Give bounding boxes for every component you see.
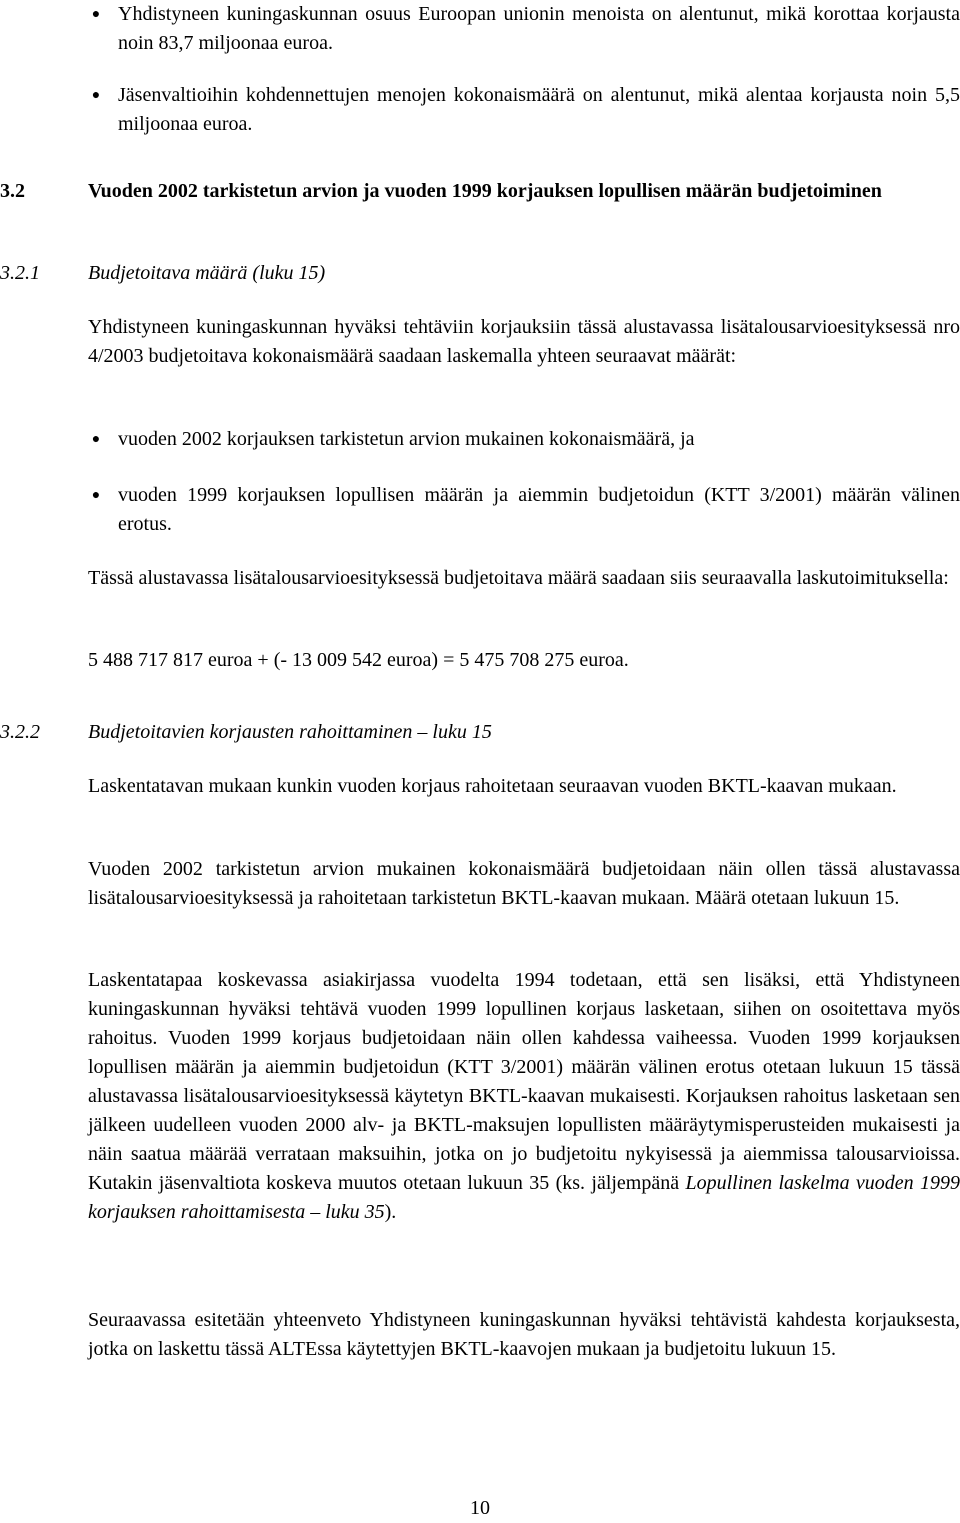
cross-reference: Lopullinen laskelma vuoden 1999 korjauksen rahoittamisesta – luku 35 <box>88 1172 960 1223</box>
subsection-number: 3.2.1 <box>0 262 40 284</box>
paragraph: Laskentatavan mukaan kunkin vuoden korjaus rahoitetaan seuraavan vuoden BKTL-kaavan mukaan. <box>88 775 897 797</box>
bullet-text: Jäsenvaltioihin kohdennettujen menojen kokonaismäärä on alentunut, mikä alentaa korjausta noin 5,5 miljoonaa euroa. <box>118 84 960 135</box>
bullet-icon: ● <box>91 432 101 447</box>
list-item <box>91 0 960 58</box>
bullet-icon: ● <box>91 88 101 103</box>
list-item <box>91 425 960 454</box>
bullet-icon: ● <box>91 488 101 503</box>
section-number: 3.2 <box>0 180 25 202</box>
paragraph <box>88 966 960 1227</box>
paragraph-end: ). <box>384 1201 397 1223</box>
subsection-heading <box>0 259 960 288</box>
section-title: Vuoden 2002 tarkistetun arvion ja vuoden 1999 korjauksen lopullisen määrän budjetoiminen <box>88 180 882 202</box>
paragraph-text: Laskentatapaa koskevassa asiakirjassa vuodelta 1994 todetaan, että sen lisäksi, että Yhdistyneen kuningaskunnan hyväksi tehtävä vuoden 1999 lopullinen korjaus lasketaan, siihen on osoitettava myös rahoitus. Vuoden 1999 korjaus budjetoidaan näin ollen kahdessa vaiheessa. Vuoden 1999 korjauksen lopullisen määrän ja aiemmin budjetoidun (KTT 3/2001) määrän välinen erotus otetaan lukuun 15 tässä alustavassa lisätalousarvioesityksessä käytetyn BKTL-kaavan mukaisesti. Korjauksen rahoitus lasketaan sen jälkeen uudelleen vuoden 2000 alv- ja BKTL-maksujen lopullisten määräytymisperusteiden mukaisesti ja näin saatua määrää verrataan maksuihin, jotka on jo budjetoitu nykyisessä ja aiemmissa talousarvioissa. Kutakin jäsenvaltiota koskeva muutos otetaan lukuun 35 (ks. jäljempänä <box>88 969 960 1194</box>
paragraph: Yhdistyneen kuningaskunnan hyväksi tehtäviin korjauksiin tässä alustavassa lisätalousarvioesityksessä nro 4/2003 budjetoitava kokonaismäärä saadaan laskemalla yhteen seuraavat määrät: <box>88 316 960 367</box>
bullet-text: vuoden 2002 korjauksen tarkistetun arvion mukainen kokonaismäärä, ja <box>118 428 695 450</box>
calculation: 5 488 717 817 euroa + (- 13 009 542 euroa) = 5 475 708 275 euroa. <box>88 649 629 671</box>
subsection-title: Budjetoitavien korjausten rahoittaminen – luku 15 <box>88 721 492 743</box>
page-number: 10 <box>470 1497 490 1519</box>
section-heading <box>0 177 960 206</box>
paragraph: Seuraavassa esitetään yhteenveto Yhdistyneen kuningaskunnan hyväksi tehtävistä kahdesta korjauksesta, jotka on laskettu tässä ALTEssa käytettyjen BKTL-kaavojen mukaan ja budjetoitu lukuun 15. <box>88 1309 960 1360</box>
list-item <box>91 81 960 139</box>
paragraph: Vuoden 2002 tarkistetun arvion mukainen kokonaismäärä budjetoidaan näin ollen tässä alustavassa lisätalousarvioesityksessä ja rahoitetaan tarkistetun BKTL-kaavan mukaan. Määrä otetaan lukuun 15. <box>88 858 960 909</box>
subsection-title: Budjetoitava määrä (luku 15) <box>88 262 326 284</box>
subsection-number: 3.2.2 <box>0 721 40 743</box>
subsection-heading <box>0 718 960 747</box>
bullet-text: vuoden 1999 korjauksen lopullisen määrän ja aiemmin budjetoidun (KTT 3/2001) määrän välinen erotus. <box>118 484 960 535</box>
list-item <box>91 481 960 539</box>
bullet-text: Yhdistyneen kuningaskunnan osuus Euroopan unionin menoista on alentunut, mikä korottaa korjausta noin 83,7 miljoonaa euroa. <box>118 3 960 54</box>
paragraph: Tässä alustavassa lisätalousarvioesityksessä budjetoitava määrä saadaan siis seuraavalla laskutoimituksella: <box>88 567 949 589</box>
bullet-icon: ● <box>91 7 101 22</box>
